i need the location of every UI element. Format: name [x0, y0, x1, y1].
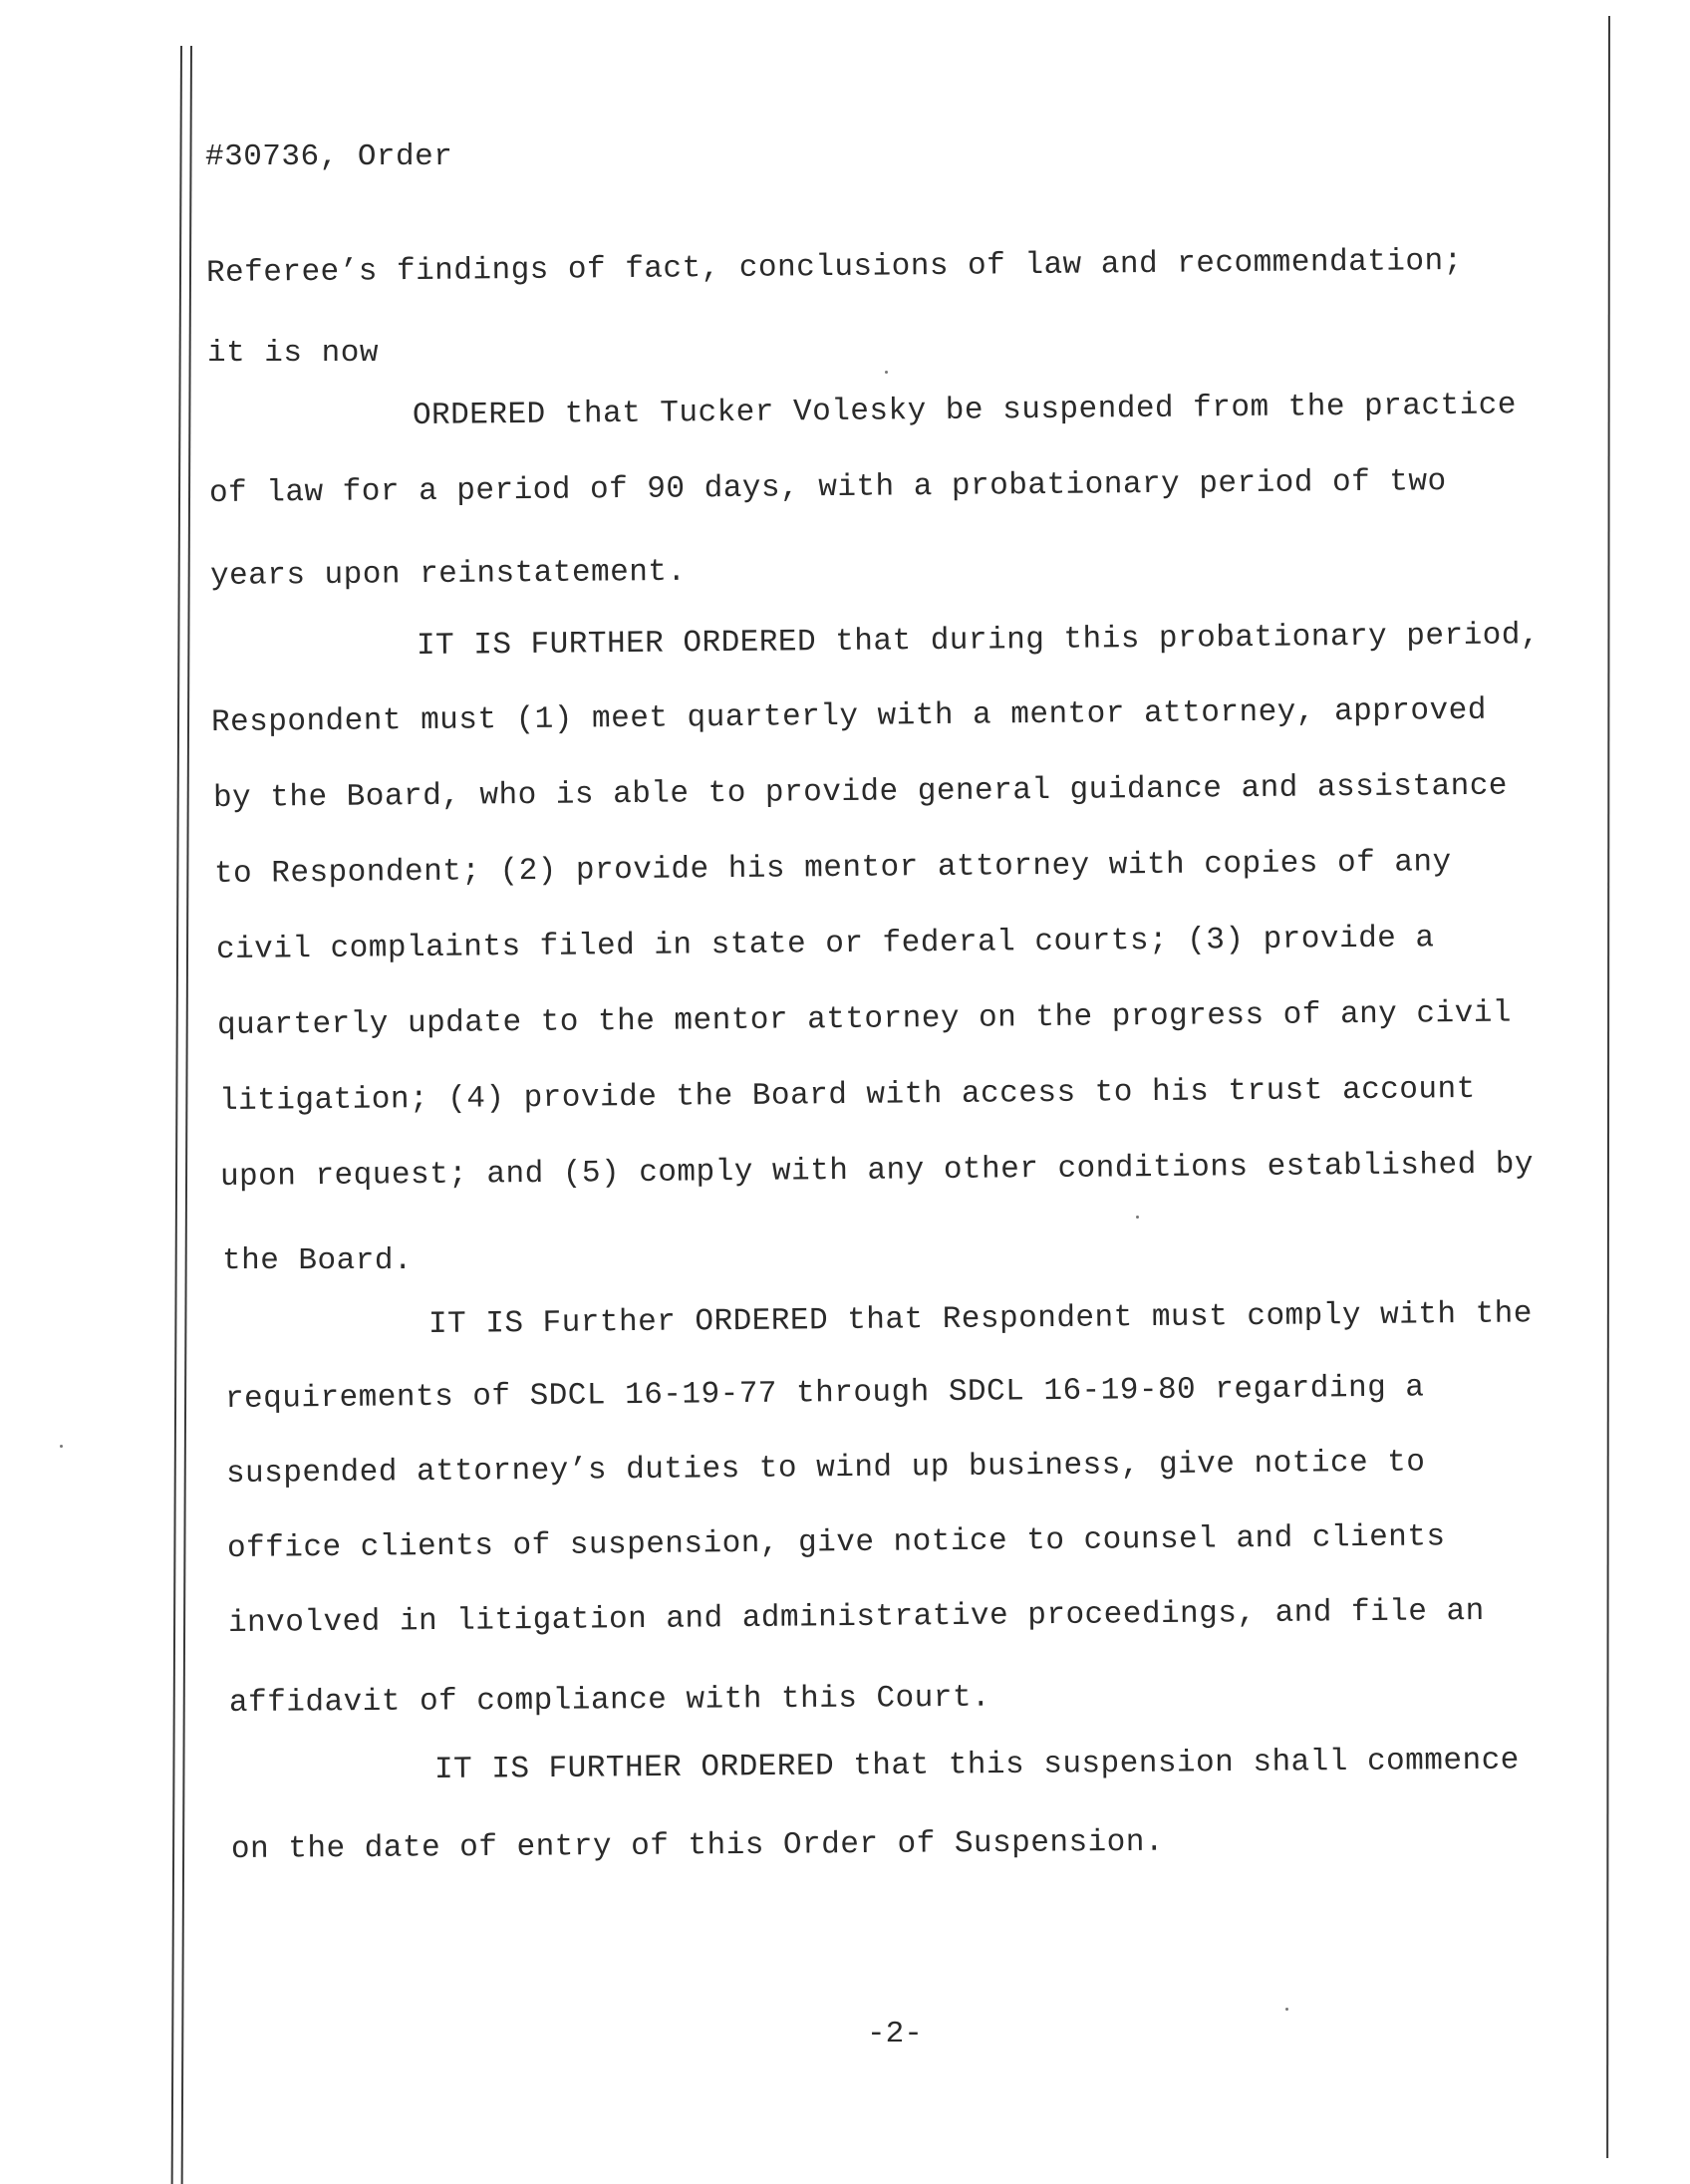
page-number: -2-: [867, 2017, 923, 2051]
body-line: Respondent must (1) meet quarterly with a mentor attorney, approved: [210, 692, 1488, 740]
body-line: civil complaints filed in state or federal courts; (3) provide a: [215, 921, 1435, 967]
paragraph-start-line: IT IS FURTHER ORDERED that during this probationary period,: [416, 618, 1541, 664]
body-line: to Respondent; (2) provide his mentor attorney with copies of any: [213, 845, 1452, 892]
body-line: litigation; (4) provide the Board with access to his trust account: [218, 1071, 1476, 1119]
body-line: Referee’s findings of fact, conclusions of law and recommendation;: [205, 243, 1463, 291]
paragraph-start-line: ORDERED that Tucker Volesky be suspended from the practice: [412, 388, 1518, 433]
body-line: upon request; and (5) comply with any other conditions established by: [219, 1147, 1535, 1195]
scan-speck: [1136, 1216, 1139, 1219]
body-line: by the Board, who is able to provide general guidance and assistance: [212, 768, 1509, 816]
body-line: affidavit of compliance with this Court.: [228, 1680, 991, 1721]
body-line: involved in litigation and administrative proceedings, and file an: [227, 1593, 1485, 1641]
body-line: quarterly update to the mentor attorney on the progress of any civil: [216, 995, 1513, 1043]
paragraph-start-line: IT IS Further ORDERED that Respondent must comply with the: [427, 1296, 1534, 1342]
body-line: office clients of suspension, give notice to counsel and clients: [226, 1519, 1446, 1566]
paragraph-start-line: IT IS FURTHER ORDERED that this suspension shall commence: [433, 1743, 1520, 1787]
body-line: the Board.: [222, 1243, 414, 1278]
body-line: on the date of entry of this Order of Suspension.: [230, 1824, 1165, 1867]
body-line: years upon reinstatement.: [209, 554, 687, 594]
scan-speck: [1285, 2008, 1288, 2011]
body-line: suspended attorney’s duties to wind up business, give notice to: [225, 1445, 1426, 1492]
body-line: requirements of SDCL 16-19-77 through SDCL 16-19-80 regarding a: [224, 1370, 1425, 1417]
case-reference: #30736, Order: [205, 139, 453, 174]
scan-speck: [60, 1445, 63, 1448]
scan-speck: [885, 371, 888, 374]
body-line: it is now: [207, 336, 379, 371]
body-line: of law for a period of 90 days, with a probationary period of two: [208, 464, 1447, 511]
